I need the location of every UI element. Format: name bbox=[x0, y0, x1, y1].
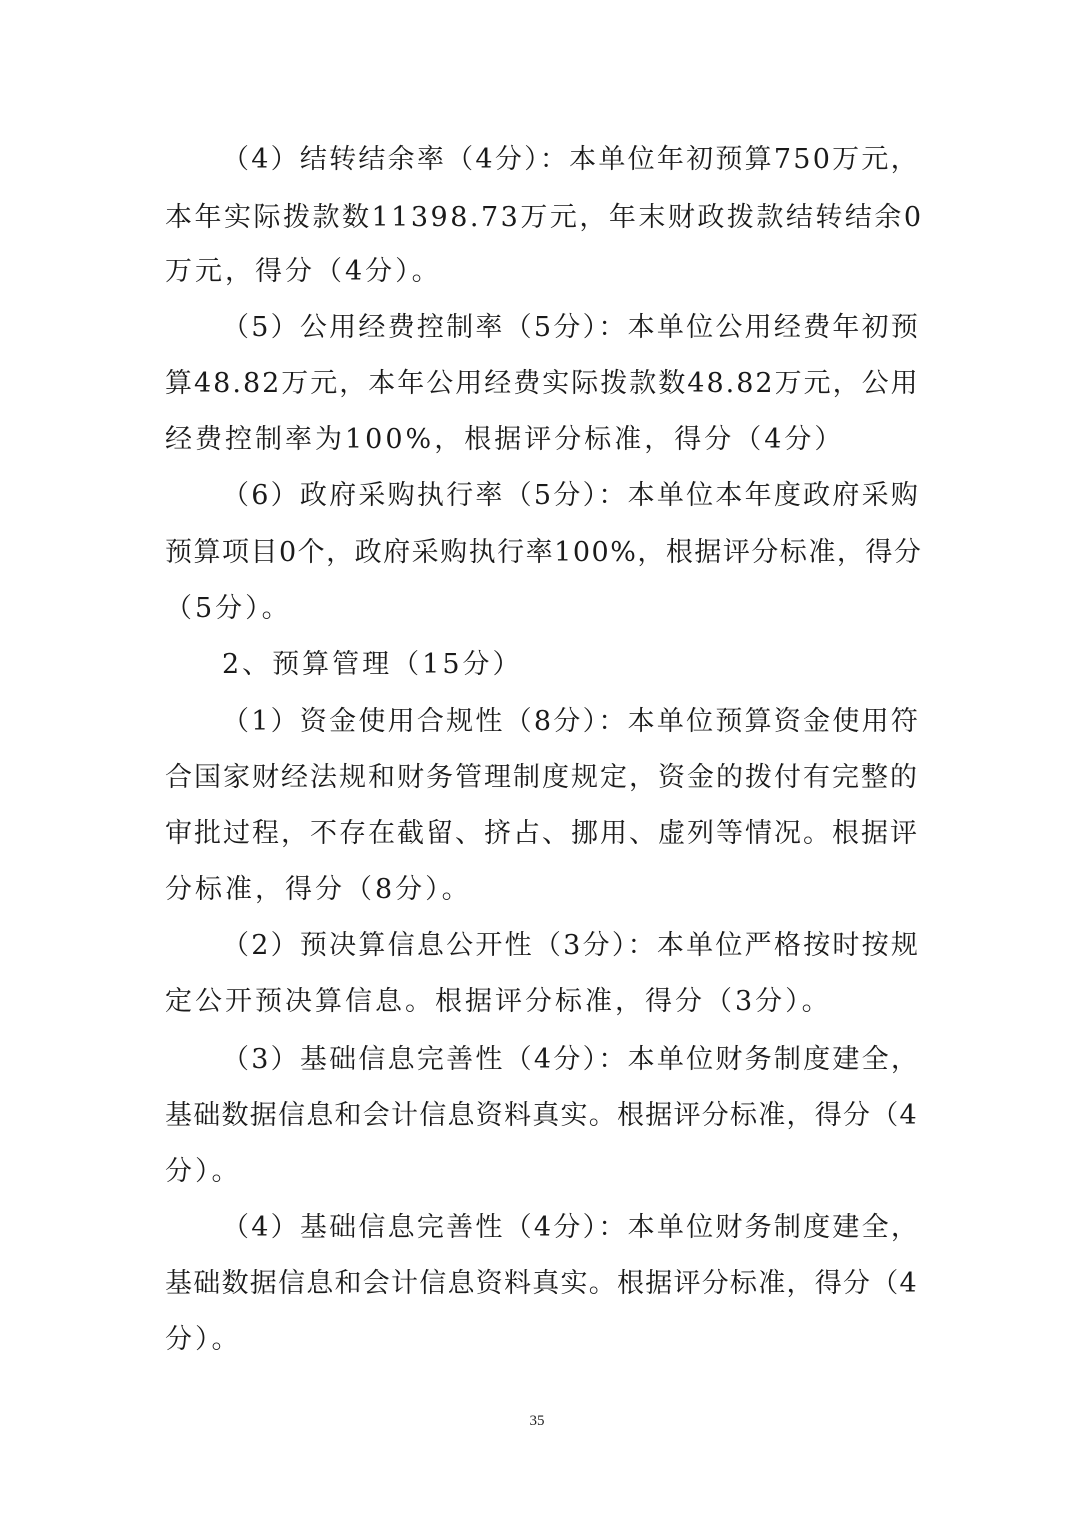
section-heading: 2、预算管理（15分） bbox=[222, 649, 523, 680]
paragraph-line: （4）结转结余率（4分）：本单位年初预算750万元， bbox=[222, 144, 920, 175]
paragraph-line: 本年实际拨款数11398.73万元，年末财政拨款结转结余0 bbox=[165, 202, 924, 233]
paragraph-line: 分标准，得分（8分）。 bbox=[165, 874, 472, 905]
paragraph-line: 基础数据信息和会计信息资料真实。根据评分标准，得分（4 bbox=[165, 1100, 918, 1131]
paragraph-line: 经费控制率为100%，根据评分标准，得分（4分） bbox=[165, 424, 845, 455]
paragraph-line: （2）预决算信息公开性（3分）：本单位严格按时按规 bbox=[222, 930, 921, 961]
paragraph-line: （6）政府采购执行率（5分）：本单位本年度政府采购 bbox=[222, 480, 921, 511]
paragraph-line: 审批过程，不存在截留、挤占、挪用、虚列等情况。根据评 bbox=[165, 818, 919, 849]
paragraph-line: 分）。 bbox=[165, 1156, 242, 1187]
paragraph-line: 预算项目0个，政府采购执行率100%，根据评分标准，得分 bbox=[165, 537, 923, 568]
paragraph-line: （5分）。 bbox=[165, 593, 292, 624]
paragraph-line: 定公开预决算信息。根据评分标准，得分（3分）。 bbox=[165, 986, 832, 1017]
paragraph-line: 基础数据信息和会计信息资料真实。根据评分标准，得分（4 bbox=[165, 1268, 918, 1299]
paragraph-line: （4）基础信息完善性（4分）：本单位财务制度建全， bbox=[222, 1212, 921, 1243]
paragraph-line: 合国家财经法规和财务管理制度规定，资金的拨付有完整的 bbox=[165, 762, 919, 793]
paragraph-line: （5）公用经费控制率（5分）：本单位公用经费年初预 bbox=[222, 312, 921, 343]
page-number: 35 bbox=[529, 1413, 545, 1429]
paragraph-line: 万元，得分（4分）。 bbox=[165, 256, 442, 287]
paragraph-line: 算48.82万元，本年公用经费实际拨款数48.82万元，公用 bbox=[165, 368, 920, 399]
paragraph-line: （1）资金使用合规性（8分）：本单位预算资金使用符 bbox=[222, 706, 921, 737]
paragraph-line: （3）基础信息完善性（4分）：本单位财务制度建全， bbox=[222, 1044, 921, 1075]
paragraph-line: 分）。 bbox=[165, 1324, 242, 1355]
